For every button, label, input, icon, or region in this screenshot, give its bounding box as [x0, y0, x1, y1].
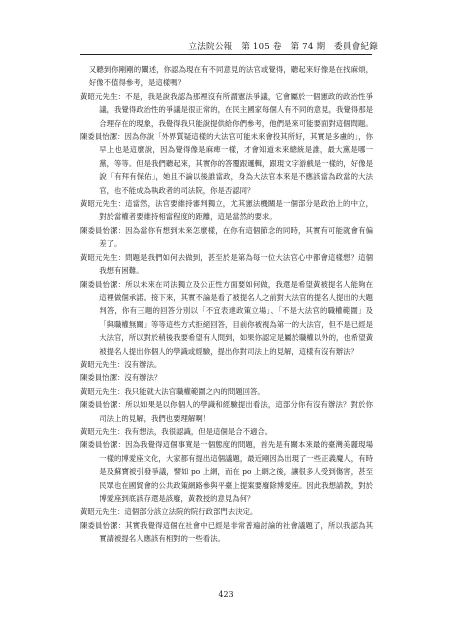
transcript-body — [80, 63, 373, 546]
transcript-paragraph: 陳委員怡潔：所以如果是以你個人的學識和經驗提出看法，這部分你有沒有辦法？對於你司法上的見解，我們也要理解啊！ — [80, 400, 373, 423]
page-number: 423 — [218, 590, 234, 599]
header-divider — [80, 54, 372, 55]
transcript-paragraph: 黃昭元先生：問題是我們如何去做到，甚至於是第為每一位大法官心中都會這樣想？這個我想有困難。 — [80, 252, 373, 276]
transcript-paragraph: 黃昭元先生：不是，我是說我認為那裡沒有所謂憲法爭議，它會屬於一個憲政的政治性爭議，我覺得政治性的爭議是很正常的，在民主國家每個人有不同的意見，我覺得那是合理存在的現象，我覺得我只能說提供給你們參考，他們是來可能要面對這個問題。 — [80, 91, 373, 128]
transcript-paragraph: 黃昭元先生：這個部分該立法院的院行政部門去決定。 — [80, 507, 258, 517]
transcript-paragraph: 陳委員怡潔：因為我覺得這個事寬是一個態度的問題，首先是有關本來最的臺灣美麗現場一樣的博愛座文化，大家都有提出這個議題，最近剛因為出現了一些正義魔人，有時是及蘇寶被引發爭議，譬如 po 上網，而在 po 上網之後，讓很多人受到傷害，甚至民眾也在國貿會的公共政策網路參與平臺上提案要廢除博愛座。因此我想請教，對於博愛座到底該存還是該廢，黃教授的意見為何？ — [80, 440, 373, 503]
transcript-paragraph: 黃昭元先生：沒有辦法。 — [80, 359, 162, 369]
transcript-paragraph: 黃昭元先生：我有想法，我很認識，但是這個是合不適合。 — [80, 426, 273, 436]
transcript-paragraph: 陳委員怡潔：沒有辦法？ — [80, 373, 162, 383]
transcript-paragraph: 陳委員怡潔：所以未來在司法獨立及公正性方面要如何做，我還是希望黃被提名人能夠在這裡做個承諾。接下來，其實不論是看了被提名人之前對大法官的提名人提出的大題判答，你有三題的回答分別以「不宜表達政策立場」、「不是大法官的職權範圍」及「與職權無關」等等這些方式拒絕回答，目前你被視為第一的大法官，但不是已經是大法官，所以對於稍後我要希望有人問到，如果你認定是屬於職權以外的，也希望黃被提名人提出你個人的學識或經驗，提出你對司法上的見解，這樣有沒有辦法？ — [80, 279, 373, 356]
transcript-paragraph: 陳委員怡潔：因為你說「外界質疑這樣的大法官可能未來會投其所好，其實是多慮的」，你早上也是這麼說，因為覺得像是麻痺一樣，才會知道未來總統是誰，最大黨是哪一黨，等等。但是我們聽起來，其實你的答覆跟邏輯，跟現文字游戲是一樣的，好像是說「有拜有保佑」，她且不論以後誰當政，身為大法官本來是不應該當為政當的大法官，也不能成為執政者的司法院，你是否認同？ — [80, 132, 373, 195]
transcript-paragraph: 又聽到你剛剛的闡述，你認為現在有不同意見的法官或覺得，聽起來好像是在找麻煩，好像不值得參考，是這樣嗎？ — [88, 65, 373, 88]
transcript-paragraph: 陳委員怡潔：其實我覺得這個在社會中已經是非常普遍討論的社會議題了，所以我認為其實請被提名人應該有相對的一些看法。 — [80, 520, 373, 544]
transcript-paragraph: 黃昭元先生：這當然，法官要維持審判獨立，尤其憲法機關是一個部分是政治上的中立，對於當權者要維持相當程度的距離，這是當然的要求。 — [80, 199, 373, 222]
transcript-paragraph: 黃昭元先生：我只能就大法官職權範圍之內的問題回答。 — [80, 386, 265, 396]
page-header: 立法院公報 第 105 卷 第 74 期 委員會紀錄 — [188, 42, 378, 52]
transcript-paragraph: 陳委員怡潔：因為當你有想到未來怎麼樣，在你有這個節念的同時，其實有可能就會有偏差了。 — [80, 225, 373, 249]
